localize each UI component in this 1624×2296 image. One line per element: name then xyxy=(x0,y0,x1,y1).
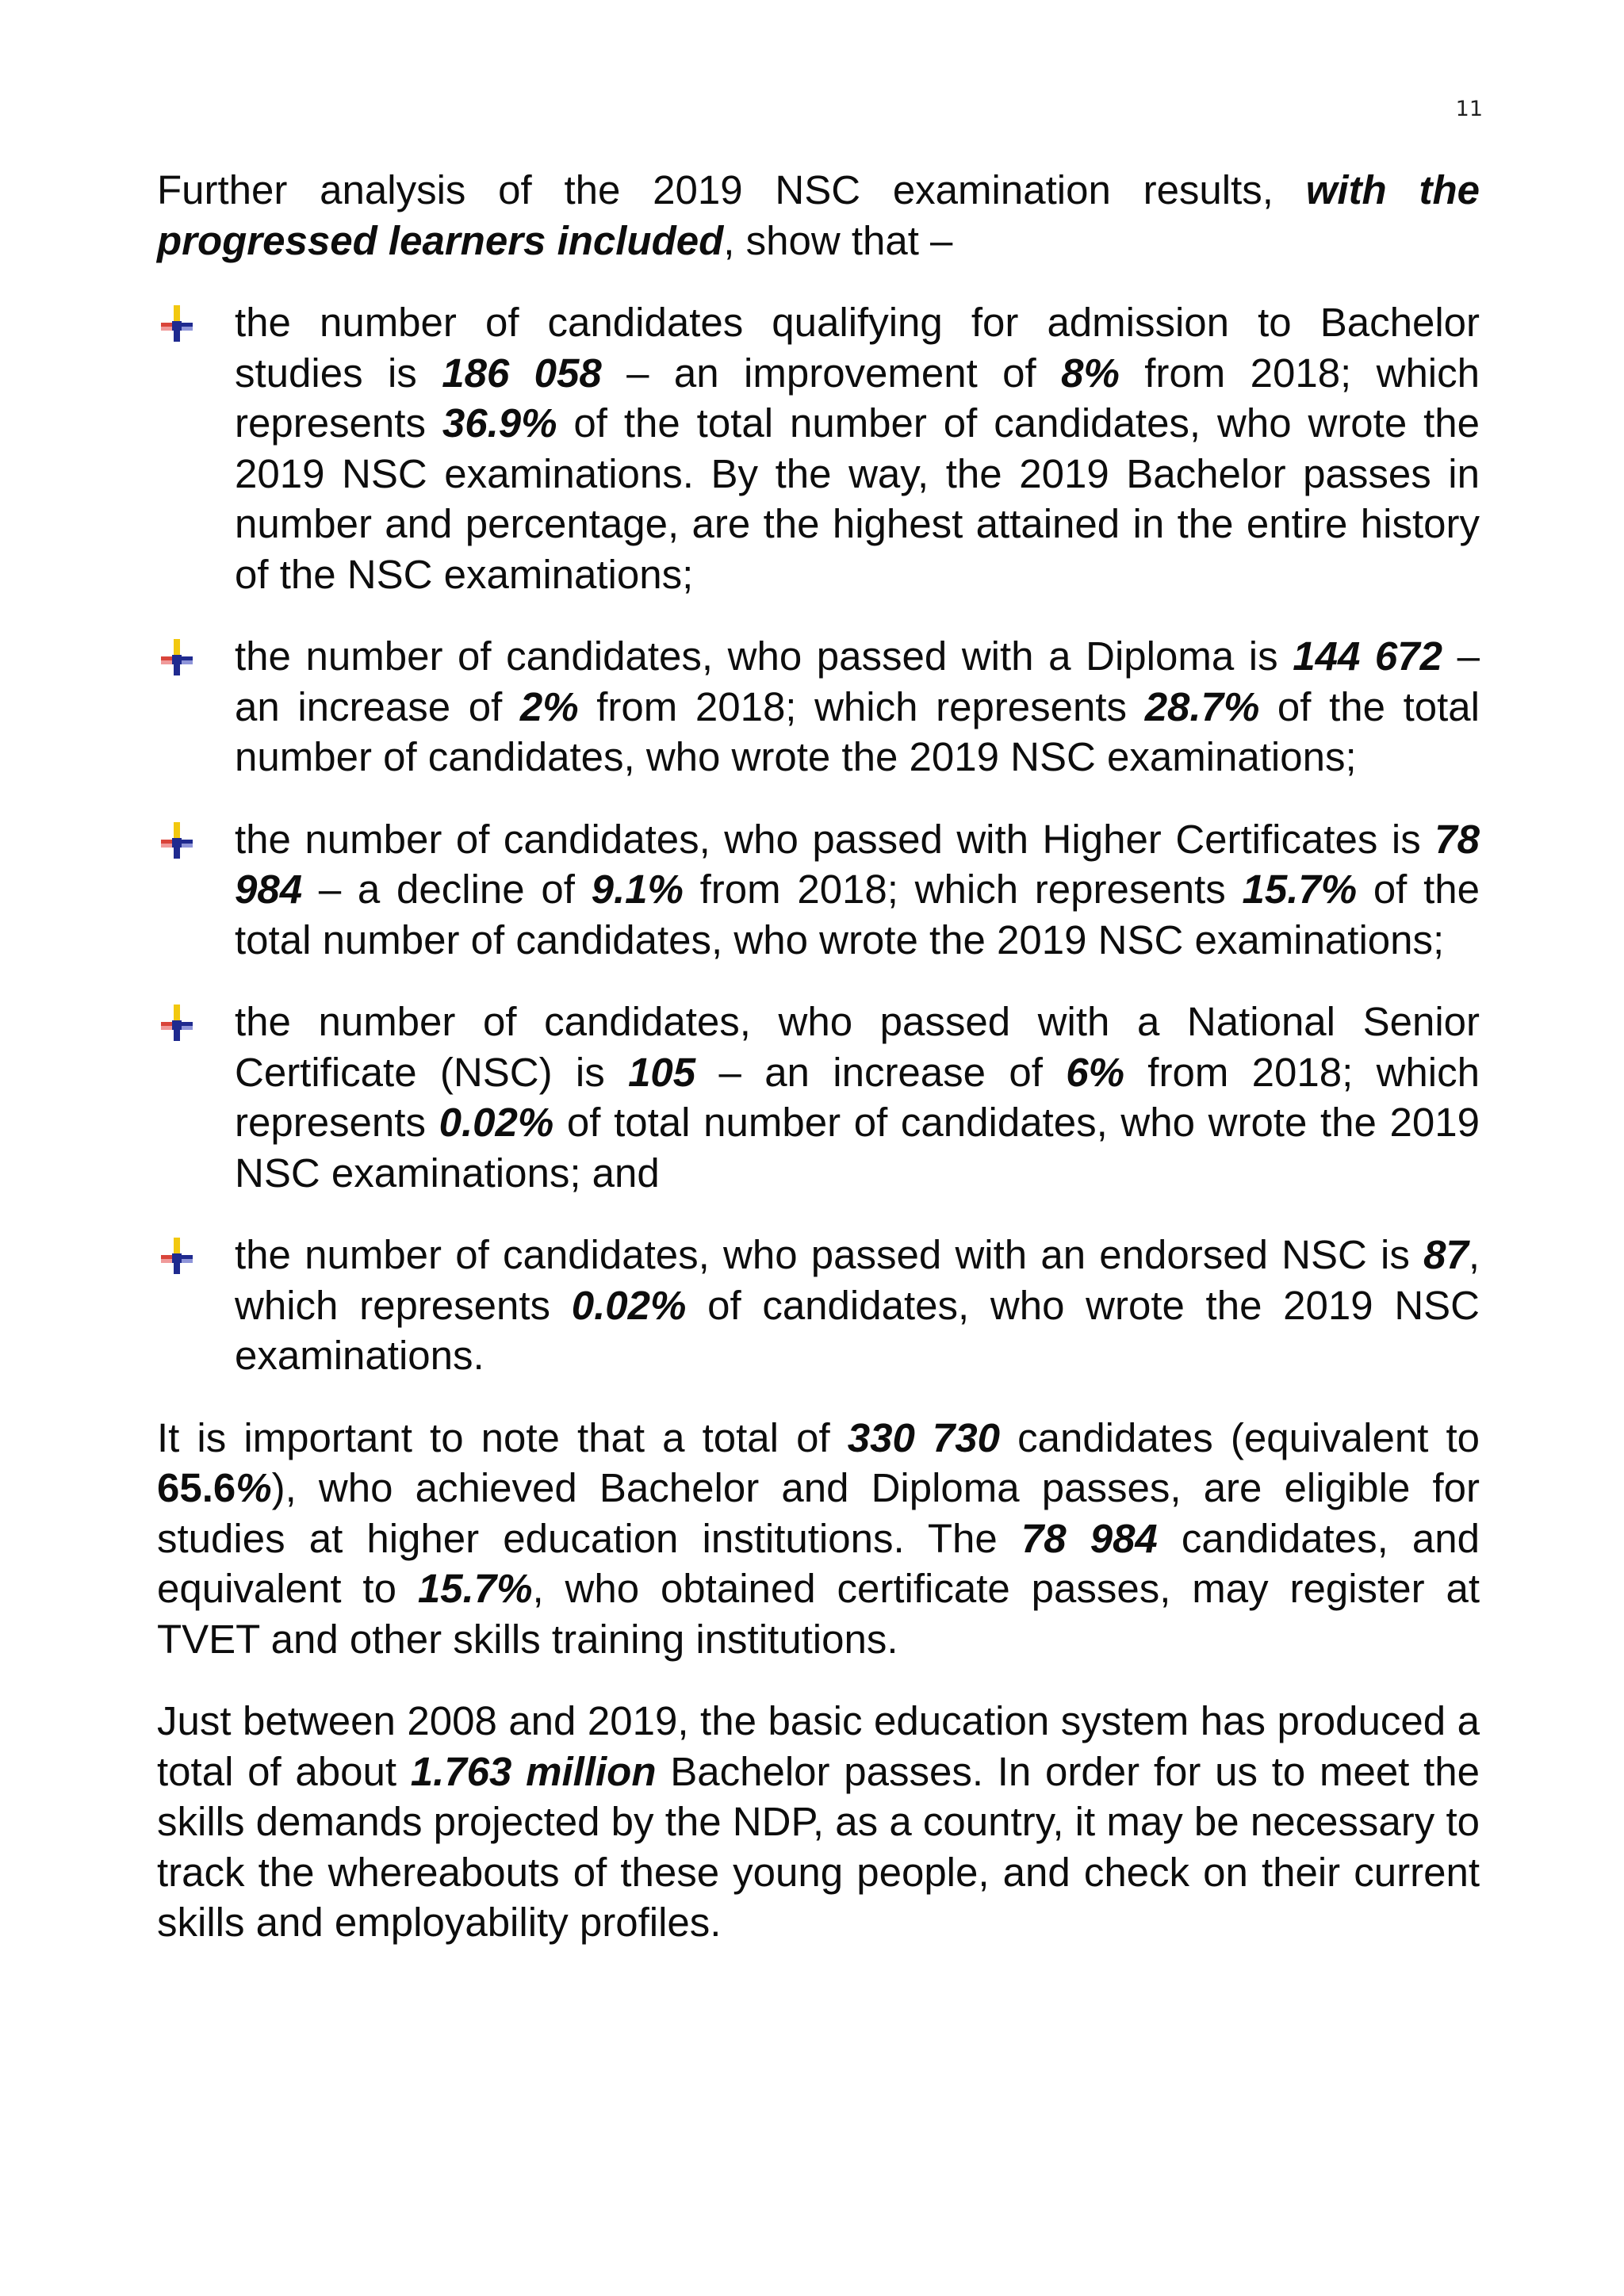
cross-arrow-bullet-icon xyxy=(161,1238,193,1274)
bullet-item-endorsed-nsc: the number of candidates, who passed with an endorsed NSC is 87, which represents 0.02% of candidates, who wrote the 2019 NSC examinations. xyxy=(157,1230,1480,1381)
bullet-item-bachelor: the number of candidates qualifying for admission to Bachelor studies is 186 058 – an improvement of 8% from 2018; which represents 36.9% of the total number of candidates, who wrote the 2019 NSC examinations. By the way, the 2019 Bachelor passes in number and percentage, are the highest attained in the entire history of the NSC examinations; xyxy=(157,297,1480,599)
intro-paragraph xyxy=(157,165,1480,266)
cross-arrow-bullet-icon xyxy=(161,305,193,342)
cross-arrow-bullet-icon xyxy=(161,1004,193,1041)
intro-text: Further analysis of the 2019 NSC examination results, xyxy=(157,167,1306,212)
bullet-item-diploma: the number of candidates, who passed with a Diploma is 144 672 – an increase of 2% from 2018; which represents 28.7% of the total number of candidates, who wrote the 2019 NSC examinations; xyxy=(157,631,1480,783)
page-number: 11 xyxy=(1455,97,1483,121)
cross-arrow-bullet-icon xyxy=(161,639,193,675)
results-bullet-list xyxy=(157,297,1480,1381)
bachelor-passes-paragraph: Just between 2008 and 2019, the basic education system has produced a total of about 1.763 million Bachelor passes. In order for us to meet the skills demands projected by the NDP, as a country, it may be necessary to track the whereabouts of these young people, and check on their current skills and employability profiles. xyxy=(157,1698,1480,1945)
cross-arrow-bullet-icon xyxy=(161,822,193,859)
document-body xyxy=(157,165,1480,1980)
bullet-item-nsc: the number of candidates, who passed with a National Senior Certificate (NSC) is 105 – an increase of 6% from 2018; which represents 0.02% of total number of candidates, who wrote the 2019 NSC examinations; and xyxy=(157,997,1480,1198)
eligibility-paragraph: It is important to note that a total of 330 730 candidates (equivalent to 65.6%), who achieved Bachelor and Diploma passes, are eligible for studies at higher education institutions. The 78 984 candidates, and equivalent to 15.7%, who obtained certificate passes, may register at TVET and other skills training institutions. xyxy=(157,1414,1480,1662)
intro-emphasis: with the progressed learners included xyxy=(157,167,1480,263)
bullet-item-higher-certificates: the number of candidates, who passed with Higher Certificates is 78 984 – a decline of 9.1% from 2018; which represents 15.7% of the total number of candidates, who wrote the 2019 NSC examinations; xyxy=(157,814,1480,966)
intro-text: , show that – xyxy=(723,217,953,263)
